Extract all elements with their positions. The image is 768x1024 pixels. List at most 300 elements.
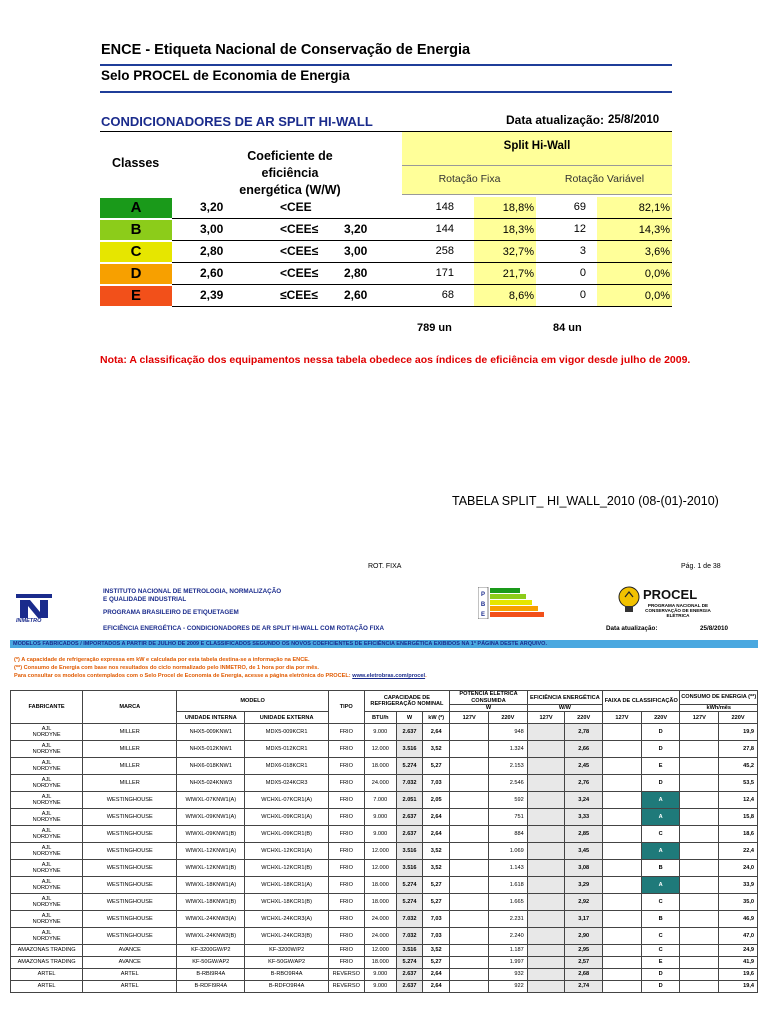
- cell-pot-127: [450, 775, 489, 792]
- table-row: [11, 860, 758, 877]
- cell-unidade-externa: MDX5-012KCR1: [245, 741, 329, 758]
- cell-btu: 24.000: [364, 928, 396, 945]
- cell-pot-220: 1.665: [489, 894, 528, 911]
- cell-unidade-interna: WIWXL-18KNW1(A): [177, 877, 245, 894]
- cell-cons-220: 47,0: [719, 928, 758, 945]
- cell-pot-127: [450, 969, 489, 981]
- cell-ef-127: [527, 928, 565, 945]
- coef-header: [226, 148, 354, 199]
- col-fabricante: FABRICANTE: [11, 691, 83, 724]
- cell-cons-220: 27,8: [719, 741, 758, 758]
- cell-unidade-externa: B-RBO9R4A: [245, 969, 329, 981]
- footnote-procel: [14, 673, 427, 679]
- cell-faixa-220: C: [641, 894, 680, 911]
- cell-faixa-220: B: [641, 911, 680, 928]
- cell-faixa-220: A: [641, 843, 680, 860]
- svg-text:E: E: [480, 612, 486, 618]
- rot-var-header: Rotação Variável: [564, 173, 645, 185]
- cell-faixa-220: D: [641, 981, 680, 993]
- pct-rot-var: [597, 263, 672, 285]
- cell-ef-127: [527, 792, 565, 809]
- cell-cons-127: [680, 775, 719, 792]
- cell-fabricante: AJL NORDYNE: [11, 775, 83, 792]
- cell-btu: 9.000: [364, 809, 396, 826]
- svg-text:P: P: [480, 592, 486, 598]
- cell-cons-220: 24,0: [719, 860, 758, 877]
- cell-unidade-externa: MDX5-024KCR3: [245, 775, 329, 792]
- models-table: [10, 690, 758, 993]
- col-faixa: FAIXA DE CLASSIFICAÇÃO: [603, 691, 680, 712]
- cell-kw: 5,27: [423, 758, 450, 775]
- date-label: Data atualização:: [506, 113, 605, 127]
- cell-cons-127: [680, 911, 719, 928]
- cell-cons-220: 19,9: [719, 724, 758, 741]
- cell-cons-127: [680, 758, 719, 775]
- pct-rot-fixa-value: 18,8%: [502, 202, 534, 214]
- cell-pot-127: [450, 809, 489, 826]
- cell-cons-127: [680, 945, 719, 957]
- cell-cons-127: [680, 792, 719, 809]
- total-rot-fixa: 789 un: [417, 322, 452, 334]
- cell-pot-220: 1.143: [489, 860, 528, 877]
- cell-ef-220: 3,45: [565, 843, 603, 860]
- cell-ef-220: 2,74: [565, 981, 603, 993]
- col-pot-127: 127V: [450, 712, 489, 724]
- cell-cons-127: [680, 809, 719, 826]
- col-pot-220: 220V: [489, 712, 528, 724]
- cell-cons-220: 45,2: [719, 758, 758, 775]
- cell-ef-127: [527, 877, 565, 894]
- footnote-capacity: (*) A capacidade de refrigeração expressa em kW e calculada por esta tabela destina-se a informação na ENCE.: [14, 657, 310, 663]
- cell-fabricante: AMAZONAS TRADING: [11, 957, 83, 969]
- cell-marca: ARTEL: [83, 969, 177, 981]
- cell-btu: 9.000: [364, 981, 396, 993]
- cell-unidade-interna: WIWXL-09KNW1(A): [177, 809, 245, 826]
- cell-kw: 2,05: [423, 792, 450, 809]
- classes-header: Classes: [112, 156, 160, 170]
- cell-faixa-220: C: [641, 826, 680, 843]
- cell-ef-220: 2,92: [565, 894, 603, 911]
- cell-kw: 2,64: [423, 969, 450, 981]
- cell-cons-220: 41,9: [719, 957, 758, 969]
- cell-cons-127: [680, 957, 719, 969]
- cell-ef-220: 3,29: [565, 877, 603, 894]
- cell-pot-220: 922: [489, 981, 528, 993]
- cee-upper: 3,00: [344, 244, 368, 258]
- cee-operator: <CEE≤: [280, 222, 319, 236]
- cell-ef-220: 2,90: [565, 928, 603, 945]
- cell-tipo: REVERSO: [328, 981, 364, 993]
- cell-unidade-externa: WCHXL-18KCR1(A): [245, 877, 329, 894]
- coef-header-line1: Coeficiente de eficiência: [247, 149, 333, 180]
- cell-ef-127: [527, 981, 565, 993]
- cell-tipo: FRIO: [328, 957, 364, 969]
- cell-pot-220: 1.069: [489, 843, 528, 860]
- count-rot-var: 12: [573, 223, 586, 235]
- cee-lower: 3,00: [200, 222, 224, 236]
- col-tipo: TIPO: [328, 691, 364, 724]
- cell-faixa-127: [603, 945, 642, 957]
- cell-pot-220: 2.231: [489, 911, 528, 928]
- cell-cons-127: [680, 860, 719, 877]
- col-ef-127: 127V: [527, 712, 565, 724]
- cell-kw: 7,03: [423, 775, 450, 792]
- cell-ef-127: [527, 775, 565, 792]
- col-eficiencia-unit: W/W: [527, 705, 602, 712]
- cell-pot-220: 1.997: [489, 957, 528, 969]
- pct-rot-var-value: 3,6%: [644, 246, 670, 258]
- cell-marca: WESTINGHOUSE: [83, 860, 177, 877]
- cell-tipo: FRIO: [328, 826, 364, 843]
- cell-w: 2.637: [396, 969, 422, 981]
- cell-faixa-220: E: [641, 758, 680, 775]
- cell-fabricante: AJL NORDYNE: [11, 843, 83, 860]
- class-row-e: [100, 285, 672, 307]
- cee-upper: 2,60: [344, 288, 368, 302]
- cell-btu: 12.000: [364, 843, 396, 860]
- cell-fabricante: AJL NORDYNE: [11, 741, 83, 758]
- procel-link[interactable]: www.eletrobras.com/procel: [352, 673, 426, 679]
- models-table-body: [11, 724, 758, 993]
- cee-lower: 2,60: [200, 266, 224, 280]
- col-cons-127: 127V: [680, 712, 719, 724]
- table-row: [11, 792, 758, 809]
- cell-pot-127: [450, 741, 489, 758]
- cell-tipo: FRIO: [328, 775, 364, 792]
- rot-fixa-header: Rotação Fixa: [438, 173, 501, 185]
- cell-tipo: FRIO: [328, 894, 364, 911]
- cell-pot-220: 1.187: [489, 945, 528, 957]
- table-row: [11, 809, 758, 826]
- col-btu: BTU/h: [364, 712, 396, 724]
- cell-kw: 5,27: [423, 894, 450, 911]
- pct-rot-var: [597, 197, 672, 219]
- cell-ef-127: [527, 741, 565, 758]
- pct-rot-fixa-value: 21,7%: [502, 268, 534, 280]
- count-rot-var: 0: [579, 267, 586, 279]
- cell-cons-220: 19,6: [719, 969, 758, 981]
- cell-marca: WESTINGHOUSE: [83, 809, 177, 826]
- cell-faixa-220: B: [641, 860, 680, 877]
- cell-unidade-externa: WCHXL-09KCR1(B): [245, 826, 329, 843]
- pct-rot-var-value: 0,0%: [644, 290, 670, 302]
- procel-title: PROCEL: [643, 587, 698, 602]
- cell-unidade-interna: NHX5-012KNW1: [177, 741, 245, 758]
- cell-btu: 18.000: [364, 758, 396, 775]
- cell-w: 2.637: [396, 826, 422, 843]
- cell-marca: WESTINGHOUSE: [83, 826, 177, 843]
- cell-tipo: FRIO: [328, 860, 364, 877]
- cell-cons-127: [680, 894, 719, 911]
- cell-ef-220: 2,76: [565, 775, 603, 792]
- class-row-a: [100, 197, 672, 219]
- cell-cons-127: [680, 928, 719, 945]
- table-row: [11, 911, 758, 928]
- cell-pot-127: [450, 724, 489, 741]
- class-badge: D: [100, 264, 172, 284]
- cell-unidade-interna: WIWXL-24KNW3(A): [177, 911, 245, 928]
- cell-ef-127: [527, 945, 565, 957]
- footnote-procel-end: .: [425, 673, 427, 679]
- cell-w: 3.516: [396, 860, 422, 877]
- col-potencia-unit: W: [450, 705, 527, 712]
- cell-pot-127: [450, 758, 489, 775]
- page2-date-label: Data atualização:: [606, 625, 658, 632]
- cee-lower: 3,20: [200, 200, 224, 214]
- cell-w: 7.032: [396, 911, 422, 928]
- cell-cons-127: [680, 741, 719, 758]
- cell-w: 5.274: [396, 877, 422, 894]
- cee-operator: <CEE≤: [280, 266, 319, 280]
- cell-faixa-127: [603, 894, 642, 911]
- col-consumo-unit: kWh/mês: [680, 705, 758, 712]
- col-kw: kW (*): [423, 712, 450, 724]
- cell-kw: 3,52: [423, 741, 450, 758]
- pct-rot-var-value: 14,3%: [638, 224, 670, 236]
- cell-ef-127: [527, 843, 565, 860]
- cell-marca: MILLER: [83, 724, 177, 741]
- cell-tipo: FRIO: [328, 724, 364, 741]
- program-name: PROGRAMA BRASILEIRO DE ETIQUETAGEM: [103, 609, 239, 616]
- cell-faixa-127: [603, 741, 642, 758]
- split-header-divider-bottom: [402, 194, 672, 195]
- cell-ef-127: [527, 826, 565, 843]
- pct-rot-fixa-value: 32,7%: [502, 246, 534, 258]
- col-eficiencia: EFICIÊNCIA ENERGÉTICA: [527, 691, 602, 705]
- count-rot-var: 3: [579, 245, 586, 257]
- procel-subtitle: PROGRAMA NACIONAL DE CONSERVAÇÃO DE ENERGIA ELÉTRICA: [645, 603, 711, 619]
- cell-unidade-externa: WCHXL-24KCR3(A): [245, 911, 329, 928]
- col-cons-220: 220V: [719, 712, 758, 724]
- footnote-consumption: (**) Consumo de Energia com base nos resultados do ciclo normalizado pelo INMETRO, de 1 hora por dia por mês.: [14, 665, 319, 671]
- cell-fabricante: AJL NORDYNE: [11, 911, 83, 928]
- pct-rot-fixa: [474, 219, 536, 241]
- cell-ef-220: 2,57: [565, 957, 603, 969]
- col-unidade-externa: UNIDADE EXTERNA: [245, 712, 329, 724]
- split-header-divider: [402, 165, 672, 166]
- cell-w: 3.516: [396, 843, 422, 860]
- count-rot-fixa: 258: [435, 245, 454, 257]
- cell-tipo: FRIO: [328, 741, 364, 758]
- cell-w: 7.032: [396, 928, 422, 945]
- cell-fabricante: AJL NORDYNE: [11, 758, 83, 775]
- cell-faixa-127: [603, 843, 642, 860]
- page-subtitle: Selo PROCEL de Economia de Energia: [101, 68, 350, 83]
- cell-kw: 3,52: [423, 860, 450, 877]
- table-row: [11, 826, 758, 843]
- cell-ef-220: 2,45: [565, 758, 603, 775]
- cell-ef-127: [527, 860, 565, 877]
- cee-lower: 2,39: [200, 288, 224, 302]
- cell-kw: 7,03: [423, 911, 450, 928]
- cell-unidade-externa: KF-50GW/AP2: [245, 957, 329, 969]
- pct-rot-var-value: 0,0%: [644, 268, 670, 280]
- energy-label-icon: [478, 587, 544, 619]
- cell-tipo: FRIO: [328, 928, 364, 945]
- cell-ef-127: [527, 957, 565, 969]
- cell-faixa-220: A: [641, 792, 680, 809]
- cee-upper: 2,80: [344, 266, 368, 280]
- cell-unidade-interna: NHX5-024KNW3: [177, 775, 245, 792]
- cell-marca: AVANCE: [83, 945, 177, 957]
- cell-unidade-externa: MDX6-018KCR1: [245, 758, 329, 775]
- pct-rot-fixa: [474, 285, 536, 307]
- cell-ef-127: [527, 911, 565, 928]
- cell-cons-127: [680, 969, 719, 981]
- col-marca: MARCA: [83, 691, 177, 724]
- cell-btu: 18.000: [364, 877, 396, 894]
- cell-unidade-externa: WCHXL-18KCR1(B): [245, 894, 329, 911]
- cell-kw: 7,03: [423, 928, 450, 945]
- table-row: [11, 758, 758, 775]
- cell-fabricante: AMAZONAS TRADING: [11, 945, 83, 957]
- col-w: W: [396, 712, 422, 724]
- cell-marca: WESTINGHOUSE: [83, 911, 177, 928]
- cell-unidade-interna: B-RBI9R4A: [177, 969, 245, 981]
- cell-tipo: FRIO: [328, 809, 364, 826]
- cell-kw: 3,52: [423, 843, 450, 860]
- col-modelo: MODELO: [177, 691, 329, 712]
- cell-unidade-externa: MDX5-009KCR1: [245, 724, 329, 741]
- cell-tipo: FRIO: [328, 843, 364, 860]
- pct-rot-fixa-value: 18,3%: [502, 224, 534, 236]
- cell-w: 5.274: [396, 758, 422, 775]
- split-header: Split Hi-Wall: [503, 140, 571, 152]
- page2-date-value: 25/8/2010: [700, 625, 729, 632]
- table-row: [11, 928, 758, 945]
- cell-kw: 5,27: [423, 957, 450, 969]
- institute-name: [103, 588, 281, 603]
- cell-marca: MILLER: [83, 741, 177, 758]
- pct-rot-fixa: [474, 263, 536, 285]
- cell-faixa-127: [603, 957, 642, 969]
- cell-tipo: FRIO: [328, 911, 364, 928]
- col-consumo: CONSUMO DE ENERGIA (**): [680, 691, 758, 705]
- pct-rot-var: [597, 285, 672, 307]
- cell-tipo: FRIO: [328, 758, 364, 775]
- cell-w: 2.637: [396, 724, 422, 741]
- pct-rot-var: [597, 219, 672, 241]
- cell-faixa-220: C: [641, 945, 680, 957]
- cell-faixa-220: D: [641, 775, 680, 792]
- cell-ef-220: 2,66: [565, 741, 603, 758]
- cell-faixa-127: [603, 792, 642, 809]
- cell-w: 3.516: [396, 945, 422, 957]
- table-row: [11, 775, 758, 792]
- cell-btu: 7.000: [364, 792, 396, 809]
- cell-pot-220: 592: [489, 792, 528, 809]
- cell-cons-220: 46,9: [719, 911, 758, 928]
- cell-cons-127: [680, 981, 719, 993]
- cell-faixa-220: E: [641, 957, 680, 969]
- cell-ef-220: 2,85: [565, 826, 603, 843]
- cell-cons-220: 53,5: [719, 775, 758, 792]
- cee-operator: <CEE≤: [280, 244, 319, 258]
- institute-line1: INSTITUTO NACIONAL DE METROLOGIA, NORMALIZAÇÃO: [103, 588, 282, 595]
- pct-rot-fixa: [474, 197, 536, 219]
- cell-fabricante: AJL NORDYNE: [11, 860, 83, 877]
- table-row: [11, 981, 758, 993]
- models-banner: [10, 640, 758, 648]
- cell-cons-220: 24,9: [719, 945, 758, 957]
- table-row: [11, 741, 758, 758]
- cell-faixa-127: [603, 826, 642, 843]
- cell-marca: AVANCE: [83, 957, 177, 969]
- cell-unidade-interna: WIWXL-07KNW1(A): [177, 792, 245, 809]
- cell-cons-127: [680, 843, 719, 860]
- cell-fabricante: ARTEL: [11, 969, 83, 981]
- cell-btu: 9.000: [364, 826, 396, 843]
- cell-unidade-externa: WCHXL-07KCR1(A): [245, 792, 329, 809]
- table-row: [11, 843, 758, 860]
- table-row: [11, 957, 758, 969]
- table-row: [11, 894, 758, 911]
- table-identifier: TABELA SPLIT_ HI_WALL_2010 (08-(01)-2010): [452, 494, 719, 508]
- cell-fabricante: AJL NORDYNE: [11, 792, 83, 809]
- cell-pot-220: 884: [489, 826, 528, 843]
- page-number: Pág. 1 de 38: [681, 563, 721, 570]
- table-row: [11, 724, 758, 741]
- svg-text:B: B: [480, 602, 486, 608]
- cell-pot-220: 1.324: [489, 741, 528, 758]
- cell-unidade-interna: NHX6-018KNW1: [177, 758, 245, 775]
- cell-pot-127: [450, 860, 489, 877]
- cell-faixa-127: [603, 775, 642, 792]
- class-row-b: [100, 219, 672, 241]
- footnote-procel-text: Para consultar os modelos contemplados com o Selo Procel de Economia de Energia, acesse a página eletrônica do PROCEL:: [14, 673, 353, 679]
- cell-cons-220: 18,6: [719, 826, 758, 843]
- cell-cons-220: 15,8: [719, 809, 758, 826]
- cee-lower: 2,80: [200, 244, 224, 258]
- cell-faixa-127: [603, 809, 642, 826]
- cell-marca: MILLER: [83, 758, 177, 775]
- cell-pot-127: [450, 981, 489, 993]
- cell-faixa-127: [603, 969, 642, 981]
- cell-tipo: FRIO: [328, 877, 364, 894]
- cell-ef-220: 2,95: [565, 945, 603, 957]
- subtitle-rule: [100, 91, 672, 93]
- cell-cons-220: 22,4: [719, 843, 758, 860]
- cell-pot-127: [450, 928, 489, 945]
- cell-faixa-127: [603, 928, 642, 945]
- cell-cons-127: [680, 826, 719, 843]
- cell-marca: WESTINGHOUSE: [83, 894, 177, 911]
- cell-kw: 2,64: [423, 809, 450, 826]
- cell-faixa-220: D: [641, 969, 680, 981]
- date-value: 25/8/2010: [608, 114, 660, 126]
- row-divider: [172, 306, 672, 307]
- total-rot-var: 84 un: [553, 322, 582, 334]
- cell-pot-220: 2.240: [489, 928, 528, 945]
- cell-w: 2.637: [396, 809, 422, 826]
- cell-btu: 12.000: [364, 945, 396, 957]
- class-badge: C: [100, 242, 172, 262]
- cell-btu: 9.000: [364, 724, 396, 741]
- cell-pot-220: 948: [489, 724, 528, 741]
- cell-marca: MILLER: [83, 775, 177, 792]
- cell-pot-127: [450, 843, 489, 860]
- cell-faixa-220: C: [641, 928, 680, 945]
- cell-btu: 9.000: [364, 969, 396, 981]
- cell-btu: 12.000: [364, 860, 396, 877]
- cell-pot-220: 932: [489, 969, 528, 981]
- cell-ef-127: [527, 894, 565, 911]
- cell-unidade-interna: WIWXL-24KNW3(B): [177, 928, 245, 945]
- pct-rot-fixa: [474, 241, 536, 263]
- cell-fabricante: ARTEL: [11, 981, 83, 993]
- cell-unidade-externa: KF-3200W/P2: [245, 945, 329, 957]
- col-unidade-interna: UNIDADE INTERNA: [177, 712, 245, 724]
